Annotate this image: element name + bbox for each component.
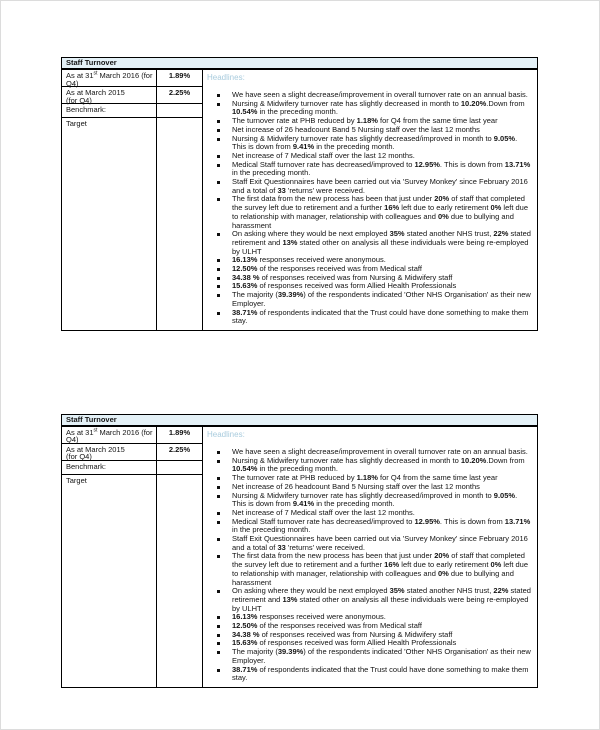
text-segment: The first data from the new process has been that just under xyxy=(232,194,435,204)
text-segment: 35% xyxy=(389,229,405,239)
bullet-icon xyxy=(217,126,232,135)
text-segment: Q4) xyxy=(66,78,79,88)
bullet-text xyxy=(232,161,533,178)
text-segment: On asking where they would be next employed xyxy=(232,586,390,596)
text-segment: 16% xyxy=(384,560,400,570)
text-segment: left due to relationship with manager, relationship with colleagues and xyxy=(232,560,529,578)
list-item xyxy=(217,492,533,509)
bullet-icon xyxy=(217,509,232,518)
text-segment: in the preceding month. xyxy=(314,499,395,509)
text-segment: The first data from the new process has been that just under xyxy=(232,551,435,561)
text-segment: 35% xyxy=(389,586,405,596)
text-segment: responses received were anonymous. xyxy=(257,612,386,622)
text-segment: The majority ( xyxy=(232,647,278,657)
text-segment: responses received were anonymous. xyxy=(257,255,386,265)
text-segment: 1.18% xyxy=(356,116,378,126)
text-segment: 12.95% xyxy=(414,159,440,169)
text-segment: in the preceding month. xyxy=(232,168,311,178)
bullet-icon xyxy=(217,230,232,256)
row-label xyxy=(62,87,157,103)
text-segment: 20% xyxy=(434,551,450,561)
text-segment: 38.71% xyxy=(232,307,258,317)
bullet-text xyxy=(232,648,533,665)
text-segment: We have seen a slight decrease/improvement in overall turnover rate on an annual basis. xyxy=(232,446,528,456)
bullet-icon xyxy=(217,587,232,613)
table-row xyxy=(62,70,202,87)
headlines-title: Headlines: xyxy=(207,73,245,82)
text-segment: ) of the respondents indicated 'Other NHS Organisation' as their new Employer. xyxy=(232,290,531,308)
list-item xyxy=(217,100,533,117)
text-segment: 12.50% xyxy=(232,264,258,274)
text-segment: On asking where they would be next employed xyxy=(232,229,390,239)
text-segment: Target xyxy=(66,119,87,128)
row-value: 1.89% xyxy=(168,427,191,437)
text-segment: 9.05% xyxy=(493,133,516,143)
bullet-icon xyxy=(217,631,232,640)
text-segment: Staff Exit Questionnaires have been carried out via 'Survey Monkey' since February 2016 and a total of xyxy=(232,177,528,195)
text-segment: 38.71% xyxy=(232,664,258,674)
bullet-icon xyxy=(217,256,232,265)
text-segment: 13% xyxy=(282,594,298,604)
text-segment: As at March 2015 xyxy=(66,444,125,454)
list-item xyxy=(217,178,533,195)
text-segment: Nursing & Midwifery turnover rate has slightly decreased in month to xyxy=(232,98,461,108)
text-segment: Q4) xyxy=(66,435,79,445)
bullet-icon xyxy=(217,666,232,683)
bullet-icon xyxy=(217,265,232,274)
bullet-icon xyxy=(217,135,232,152)
text-segment: for Q4 from the same time last year xyxy=(377,473,498,483)
bullet-icon xyxy=(217,195,232,230)
text-segment: Nursing & Midwifery turnover rate has slightly decreased in month to xyxy=(232,455,461,465)
bullet-text xyxy=(232,666,533,683)
text-segment: Target xyxy=(66,475,87,485)
text-segment: 16% xyxy=(384,203,400,213)
row-label xyxy=(62,427,157,443)
text-segment: (for Q4) xyxy=(66,452,92,462)
text-segment: Benchmark: xyxy=(66,461,107,471)
text-segment: 10.20% xyxy=(460,98,487,108)
list-item xyxy=(217,648,533,665)
text-segment: 9.41% xyxy=(292,499,315,509)
bullet-text xyxy=(232,178,533,195)
text-segment: 13.71% xyxy=(504,159,531,169)
bullet-text xyxy=(232,518,533,535)
bullet-text xyxy=(232,291,533,308)
text-segment: stated another NHS trust, xyxy=(404,586,494,596)
text-segment: .Down from xyxy=(486,98,525,108)
table-row xyxy=(62,444,202,461)
text-segment: in the preceding month. xyxy=(314,142,395,152)
text-segment: As at 31 xyxy=(66,71,94,80)
text-segment: 'returns' were received. xyxy=(285,542,365,552)
text-segment: in the preceding month. xyxy=(257,464,338,474)
bullet-text xyxy=(232,195,533,230)
bullet-icon xyxy=(217,448,232,457)
bullet-text xyxy=(232,100,533,117)
bullet-icon xyxy=(217,152,232,161)
text-segment: stated other on analysis all these individuals were being re-employed by ULHT xyxy=(232,237,529,256)
text-segment: 33 xyxy=(277,542,286,552)
table-row xyxy=(62,461,202,475)
bullet-icon xyxy=(217,91,232,100)
left-rows xyxy=(62,70,203,330)
table-row xyxy=(62,87,202,104)
text-segment: 'returns' were received. xyxy=(285,185,365,195)
headlines-title: Headlines: xyxy=(207,429,245,439)
headlines-list xyxy=(207,448,534,684)
text-segment: 22% xyxy=(493,586,509,596)
row-value xyxy=(157,104,202,117)
list-item xyxy=(217,666,533,683)
text-segment: Benchmark: xyxy=(66,105,107,114)
text-segment: 10.54% xyxy=(232,464,258,474)
list-item xyxy=(217,195,533,230)
text-segment: March 2016 (for xyxy=(97,71,153,80)
text-segment: We have seen a slight decrease/improvement in overall turnover rate on an annual basis. xyxy=(232,90,528,99)
text-segment: of the responses received was from Medical staff xyxy=(257,264,422,274)
table-row xyxy=(62,475,202,687)
bullet-text xyxy=(232,309,533,326)
bullet-text xyxy=(232,535,533,552)
text-segment: 16.13% xyxy=(232,255,258,265)
text-segment: The majority ( xyxy=(232,290,278,300)
list-item xyxy=(217,552,533,587)
table-row xyxy=(62,118,202,330)
table-body xyxy=(62,70,537,330)
text-segment: of responses received was from Nursing & Midwifery staff xyxy=(259,629,453,639)
bullet-text xyxy=(232,457,533,474)
text-segment: 12.95% xyxy=(414,516,440,526)
bullet-icon xyxy=(217,639,232,648)
bullet-icon xyxy=(217,483,232,492)
text-segment: 9.05% xyxy=(493,490,516,500)
list-item xyxy=(217,587,533,613)
bullet-icon xyxy=(217,552,232,587)
text-segment: 9.41% xyxy=(292,142,315,152)
text-segment: 33 xyxy=(277,185,286,195)
bullet-icon xyxy=(217,535,232,552)
text-segment: of responses received was form Allied Health Professionals xyxy=(257,638,457,648)
text-segment: 0% xyxy=(437,568,449,578)
bullet-icon xyxy=(217,613,232,622)
list-item xyxy=(217,309,533,326)
text-segment: 10.54% xyxy=(232,107,258,117)
text-segment: 0% xyxy=(490,203,502,213)
text-segment: 22% xyxy=(493,229,509,239)
text-segment: 13.71% xyxy=(504,516,531,526)
text-segment: of respondents indicated that the Trust could have done something to make them stay. xyxy=(232,664,529,683)
row-label xyxy=(62,475,157,687)
text-segment: 15.63% xyxy=(232,281,258,291)
row-label xyxy=(62,104,157,117)
row-label xyxy=(62,70,157,86)
bullet-icon xyxy=(217,474,232,483)
text-segment: . This is down from xyxy=(439,516,505,526)
text-segment: stated retirement and xyxy=(232,229,531,247)
bullet-icon xyxy=(217,291,232,308)
text-segment: of the responses received was from Medical staff xyxy=(257,621,422,631)
text-segment: 15.63% xyxy=(232,638,258,648)
bullet-text xyxy=(232,230,533,256)
table-body xyxy=(62,427,537,687)
text-segment: . This is down from xyxy=(439,159,505,169)
list-item xyxy=(217,518,533,535)
text-segment: left due to early retirement xyxy=(399,560,491,570)
text-segment: Nursing & Midwifery turnover rate has slightly decreased/improved in month to xyxy=(232,133,494,143)
row-label xyxy=(62,444,157,460)
table-title: Staff Turnover xyxy=(62,58,537,70)
text-segment: in the preceding month. xyxy=(232,525,311,535)
row-value: 2.25% xyxy=(168,88,191,97)
row-label xyxy=(62,118,157,330)
text-segment: in the preceding month. xyxy=(257,107,338,117)
text-segment: . This is down from xyxy=(232,133,518,152)
text-segment: 34.38 % xyxy=(232,629,260,639)
text-segment: The turnover rate at PHB reduced by xyxy=(232,116,357,126)
text-segment: March 2016 (for xyxy=(97,427,153,437)
headlines-cell xyxy=(203,427,537,687)
text-segment: of staff that completed the survey left due to retirement and a further xyxy=(232,194,525,213)
bullet-icon xyxy=(217,178,232,195)
text-segment: 16.13% xyxy=(232,612,258,622)
bullet-icon xyxy=(217,518,232,535)
text-segment: 0% xyxy=(490,560,502,570)
row-value xyxy=(157,461,202,474)
staff-turnover-table xyxy=(61,57,538,331)
text-segment: 1.18% xyxy=(356,473,378,483)
row-value: 1.89% xyxy=(168,71,191,80)
staff-turnover-table xyxy=(61,414,538,688)
table-row xyxy=(62,427,202,444)
text-segment: 13% xyxy=(282,237,298,247)
bullet-icon xyxy=(217,492,232,509)
text-segment: left due to relationship with manager, relationship with colleagues and xyxy=(232,203,529,221)
text-segment: Medical Staff turnover rate has decreased/improved to xyxy=(232,159,415,169)
table-title: Staff Turnover xyxy=(62,415,537,427)
text-segment: 0% xyxy=(437,211,449,221)
text-segment: ) of the respondents indicated 'Other NHS Organisation' as their new Employer. xyxy=(232,647,531,665)
bullet-icon xyxy=(217,457,232,474)
text-segment: for Q4 from the same time last year xyxy=(377,116,498,126)
text-segment: The turnover rate at PHB reduced by xyxy=(232,473,357,483)
list-item xyxy=(217,457,533,474)
text-segment: st xyxy=(93,70,98,77)
bullet-icon xyxy=(217,309,232,326)
left-rows xyxy=(62,427,203,687)
text-segment: Net increase of 26 headcount Band 5 Nursing staff over the last 12 months xyxy=(232,124,480,134)
list-item xyxy=(217,161,533,178)
document-page xyxy=(61,57,538,688)
text-segment: due to bullying and harassment xyxy=(232,211,514,230)
bullet-text xyxy=(232,552,533,587)
text-segment: 39.39% xyxy=(277,647,304,657)
text-segment: of respondents indicated that the Trust could have done something to make them stay. xyxy=(232,307,529,326)
text-segment: stated another NHS trust, xyxy=(404,229,494,239)
bullet-icon xyxy=(217,161,232,178)
text-segment: 10.20% xyxy=(460,455,487,465)
bullet-text xyxy=(232,135,533,152)
text-segment: 12.50% xyxy=(232,621,258,631)
bullet-icon xyxy=(217,648,232,665)
list-item xyxy=(217,291,533,308)
text-segment: of responses received was form Allied Health Professionals xyxy=(257,281,457,291)
text-segment: Net increase of 7 Medical staff over the last 12 months. xyxy=(232,150,415,160)
list-item xyxy=(217,535,533,552)
row-value xyxy=(157,118,202,330)
row-value: 2.25% xyxy=(168,444,191,454)
headlines-list xyxy=(207,91,534,327)
text-segment: Staff Exit Questionnaires have been carried out via 'Survey Monkey' since February 2016 and a total of xyxy=(232,534,528,552)
row-label xyxy=(62,461,157,474)
text-segment: As at March 2015 xyxy=(66,88,125,97)
bullet-icon xyxy=(217,282,232,291)
text-segment: Medical Staff turnover rate has decreased/improved to xyxy=(232,516,415,526)
text-segment: . This is down from xyxy=(232,490,518,509)
list-item xyxy=(217,135,533,152)
text-segment: (for Q4) xyxy=(66,95,92,105)
text-segment: As at 31 xyxy=(66,427,94,437)
bullet-icon xyxy=(217,622,232,631)
bullet-icon xyxy=(217,100,232,117)
text-segment: of staff that completed the survey left due to retirement and a further xyxy=(232,551,525,570)
text-segment: 20% xyxy=(434,194,450,204)
text-segment: stated retirement and xyxy=(232,586,531,604)
bullet-icon xyxy=(217,117,232,126)
text-segment: 39.39% xyxy=(277,290,304,300)
text-segment: stated other on analysis all these individuals were being re-employed by ULHT xyxy=(232,594,529,613)
text-segment: left due to early retirement xyxy=(399,203,491,213)
text-segment: due to bullying and harassment xyxy=(232,568,514,587)
table-row xyxy=(62,104,202,118)
list-item xyxy=(217,230,533,256)
row-value xyxy=(157,475,202,687)
text-segment: Net increase of 7 Medical staff over the last 12 months. xyxy=(232,507,415,517)
text-segment: Nursing & Midwifery turnover rate has slightly decreased/improved in month to xyxy=(232,490,494,500)
headlines-cell xyxy=(203,70,537,330)
bullet-icon xyxy=(217,274,232,283)
bullet-text xyxy=(232,587,533,613)
text-segment: st xyxy=(93,427,98,434)
bullet-text xyxy=(232,492,533,509)
text-segment: of responses received was from Nursing & Midwifery staff xyxy=(259,272,453,282)
text-segment: 34.38 % xyxy=(232,272,260,282)
text-segment: .Down from xyxy=(486,455,525,465)
text-segment: Net increase of 26 headcount Band 5 Nursing staff over the last 12 months xyxy=(232,481,480,491)
